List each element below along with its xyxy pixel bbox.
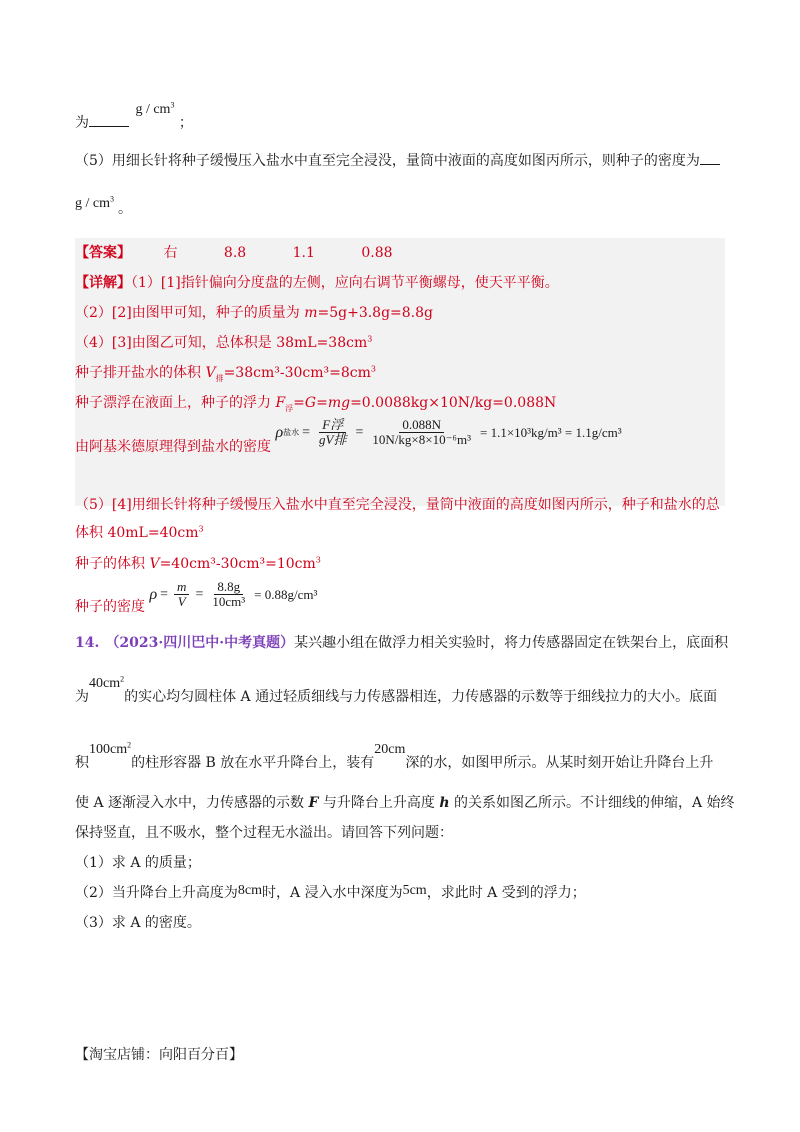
detail-line-1: 【详解】（1）[1]指针偏向分度盘的左侧，应向右调节平衡螺母，使天平平衡。 bbox=[75, 275, 559, 291]
detail-line-5: 种子漂浮在液面上，种子的浮力 $F_浮=G=mg=0.0088kg\times 10N/kg=0.088N$ bbox=[75, 395, 557, 413]
q14-line-3: 积$100cm^2$的柱形容器 B 放在水平升降台上，装有20cm深的水，如图甲所示。从某时刻开始让升降台上升 bbox=[75, 740, 714, 771]
answer-value-2: 8.8 bbox=[223, 245, 247, 261]
detail-line-3: （4）[3]由图乙可知，总体积是 $38mL=38cm^3$ bbox=[75, 334, 373, 351]
q13-part5: （5）用细长针将种子缓慢压入盐水中直至完全浸没，量筒中液面的高度如图丙所示，则种子的密度为 bbox=[75, 150, 720, 170]
detail-line-10: 种子的密度 ρ = $\frac{m}{V}$ = $\frac{8.8g}{\text{10cm³}}$ = 0.88g/cm³ bbox=[75, 579, 318, 615]
unit-g-per-cm3: g / $cm^3$ bbox=[135, 100, 175, 117]
q14-line-5: 保持竖直，且不吸水，整个过程无水溢出。请回答下列问题： bbox=[75, 825, 453, 841]
detail-line-9: 种子的体积 $V=40cm^3-30cm^3=10cm^3$ bbox=[75, 555, 321, 572]
q14-line-2: 为$40cm^2$的实心均匀圆柱体 A 通过轻质细线与力传感器相连，力传感器的示数等于细线拉力的大小。底面 bbox=[75, 674, 718, 705]
answer-label: 【答案】 bbox=[75, 245, 131, 261]
footer-shop-label: 【淘宝店铺：向阳百分百】 bbox=[75, 1047, 243, 1063]
answer-value-1: 右 bbox=[163, 245, 178, 261]
area-40cm2: $40cm^2$ bbox=[89, 674, 125, 691]
q14-line-1: 14. （2023·四川巴中·中考真题）某兴趣小组在做浮力相关实验时，将力传感器固定在铁架台上，底面积 bbox=[75, 635, 729, 651]
detail-line-7: （5）[4]用细长针将种子缓慢压入盐水中直至完全浸没，量筒中液面的高度如图丙所示，种子和盐水的总 bbox=[75, 497, 720, 513]
depth-20cm: 20cm bbox=[374, 742, 406, 757]
q13-line3: g / $cm^3$。 bbox=[75, 194, 132, 217]
detail-line-2: （2）[2]由图甲可知，种子的质量为 m=5g+3.8g=8.8g bbox=[75, 305, 433, 321]
q14-line-4: 使 A 逐渐浸入水中，力传感器的示数 F 与升降台上升高度 h 的关系如图乙所示。不计细线的伸缩，A 始终 bbox=[75, 795, 735, 811]
q13-line1-end: ； bbox=[178, 115, 193, 131]
q14-number: 14. bbox=[75, 635, 100, 651]
q14-sub-2: （2）当升降台上升高度为8cm时，A 浸入水中深度为5cm，求此时 A 受到的浮力； bbox=[75, 883, 586, 901]
q14-sub-1: （1）求 A 的质量； bbox=[75, 855, 201, 871]
detail-line-4: 种子排开盐水的体积 $V_排=38cm^3-30cm^3=8cm^3$ bbox=[75, 364, 376, 383]
q13-line1-prefix: 为 bbox=[75, 115, 89, 131]
answer-blank bbox=[700, 164, 720, 165]
answer-line bbox=[75, 242, 393, 262]
detail-line-6: 由阿基米德原理得到盐水的密度 ρ 盐水 = $\frac{\text{F浮}}{\text{gV排}}$ = $\frac{0.088N}{\text{10N/kg×8×10⁻⁶m³}}$ = 1.1×10³kg/m³ = 1.1g/cm³ bbox=[75, 417, 622, 455]
density-formula: ρ 盐水 = $\frac{\text{F浮}}{\text{gV排}}$ = $\frac{0.088N}{\text{10N/kg×8×10⁻⁶m³}}$ = 1.1×10³kg/m³ = 1.1g/cm³ bbox=[275, 417, 622, 448]
q14-source: （2023·四川巴中·中考真题） bbox=[105, 635, 295, 651]
seed-density-formula: ρ = $\frac{m}{V}$ = $\frac{8.8g}{\text{10cm³}}$ = 0.88g/cm³ bbox=[149, 579, 318, 610]
q13-line1 bbox=[75, 98, 193, 131]
answer-blank bbox=[89, 126, 129, 127]
q14-sub-3: （3）求 A 的密度。 bbox=[75, 915, 201, 931]
detail-line-8: 体积 $40mL=40cm^3$ bbox=[75, 524, 204, 541]
detail-label: 【详解】 bbox=[75, 275, 131, 291]
area-100cm2: $100cm^2$ bbox=[89, 740, 132, 757]
answer-value-4: 0.88 bbox=[361, 245, 393, 261]
answer-value-3: 1.1 bbox=[292, 245, 315, 261]
